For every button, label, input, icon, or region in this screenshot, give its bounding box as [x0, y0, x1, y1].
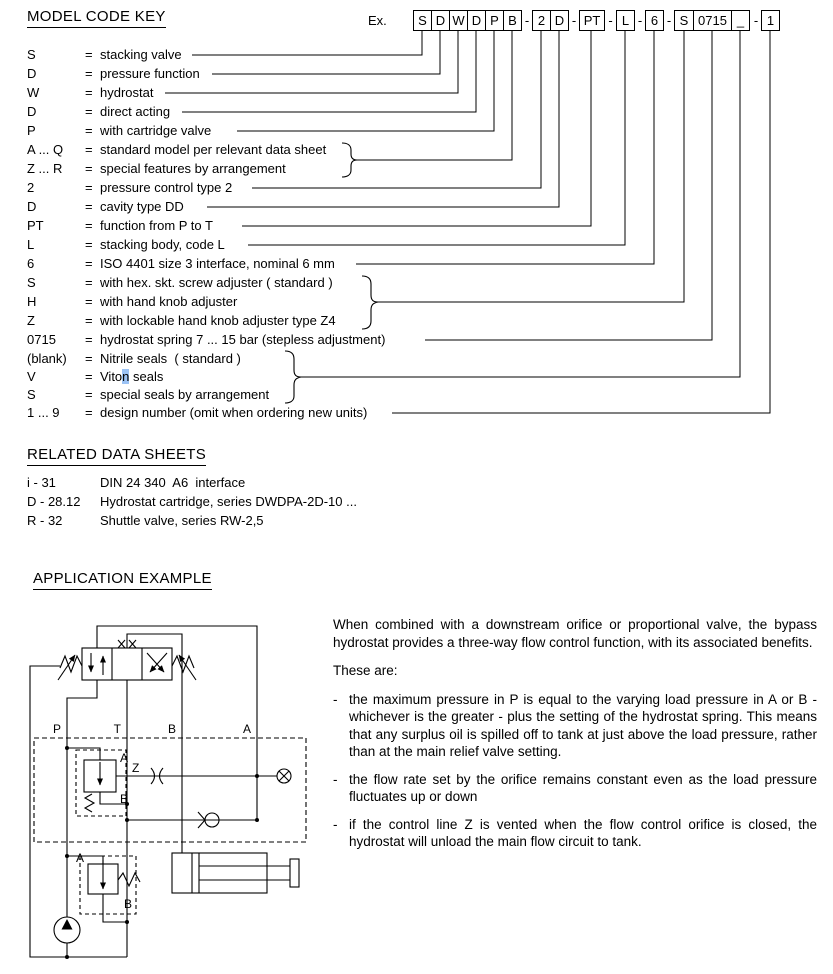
dash-separator: -: [524, 13, 530, 28]
example-label: Ex.: [368, 13, 387, 28]
dash-separator: -: [637, 13, 643, 28]
related-row: [27, 512, 264, 530]
model-code-box: D: [431, 10, 450, 31]
bullet-marker: -: [333, 771, 338, 787]
code: W: [27, 85, 40, 100]
model-code-row: [27, 404, 367, 422]
relief-label-b: B: [124, 897, 133, 911]
bullet-text: if the control line Z is vented when the flow control orifice is closed, the hydrostat will unload the main flow circuit to tank.: [349, 816, 817, 849]
equals-sign: =: [85, 405, 93, 420]
code-description: with hand knob adjuster: [100, 294, 238, 309]
sheet-code: D - 28.12: [27, 494, 81, 509]
model-code-row: [27, 122, 211, 140]
model-code-box: 0715: [693, 10, 732, 31]
drain-frame: [30, 666, 127, 957]
model-code-row: [27, 141, 326, 159]
hydrostat-spring: [85, 794, 94, 812]
model-code-row: [27, 198, 184, 216]
model-code-row: [27, 217, 213, 235]
bullet-text: the flow rate set by the orifice remains constant even as the load pressure fluctuates up or down: [349, 771, 817, 804]
equals-sign: =: [85, 387, 93, 402]
cylinder: [172, 853, 299, 893]
model-code-row: [27, 331, 385, 349]
description-text: seals: [129, 369, 164, 384]
model-code-box: 2: [532, 10, 551, 31]
section-title-application-example: APPLICATION EXAMPLE: [33, 570, 212, 590]
code-description: with lockable hand knob adjuster type Z4: [100, 313, 336, 328]
code-description: pressure control type 2: [100, 180, 233, 195]
model-code-box: S: [413, 10, 432, 31]
sheet-description: DIN 24 340 A6 interface: [100, 475, 246, 490]
hydrostat-label-z: Z: [132, 761, 140, 775]
code-description: hydrostat spring 7 ... 15 bar (stepless adjustment): [100, 332, 386, 347]
related-row: [27, 474, 245, 492]
bullet-item: [333, 816, 817, 851]
model-code-row: [27, 274, 333, 292]
code-description: special seals by arrangement: [100, 387, 270, 402]
code: S: [27, 387, 36, 402]
model-code-row: [27, 160, 286, 178]
sheet-code: i - 31: [27, 475, 56, 490]
code: V: [27, 369, 36, 384]
section-title-model-code-key: MODEL CODE KEY: [27, 8, 166, 28]
bullet-item: [333, 691, 817, 761]
equals-sign: =: [85, 218, 93, 233]
model-code-row: [27, 255, 335, 273]
code-description: direct acting: [100, 104, 171, 119]
code: 6: [27, 256, 35, 271]
code: A ... Q: [27, 142, 64, 157]
port-label-b: B: [167, 722, 176, 736]
sheet-code: R - 32: [27, 513, 63, 528]
model-code-box: B: [503, 10, 522, 31]
model-code-row: [27, 386, 269, 404]
code: PT: [27, 218, 44, 233]
description-text: Vito: [100, 369, 123, 384]
code: D: [27, 199, 37, 214]
model-code-box: P: [485, 10, 504, 31]
model-code-box: D: [550, 10, 569, 31]
code: Z: [27, 313, 35, 328]
spring-left: [60, 656, 82, 672]
model-code-box: D: [467, 10, 486, 31]
equals-sign: =: [85, 199, 93, 214]
dash-separator: -: [571, 13, 577, 28]
relief-label-a: A: [75, 851, 84, 865]
code-description: hydrostat: [100, 85, 154, 100]
dash-separator: -: [666, 13, 672, 28]
model-code-box: W: [449, 10, 468, 31]
code-description: [100, 369, 163, 384]
model-code-row: [27, 179, 232, 197]
model-code-row: [27, 84, 153, 102]
relief-spring: [118, 873, 140, 886]
hydrostat-label-a: A: [120, 751, 129, 765]
equals-sign: =: [85, 161, 93, 176]
sheet-description: Shuttle valve, series RW-2,5: [100, 513, 264, 528]
model-code-row: [27, 350, 241, 368]
equals-sign: =: [85, 256, 93, 271]
code: P: [27, 123, 36, 138]
code-description: standard model per relevant data sheet: [100, 142, 327, 157]
code: D: [27, 104, 37, 119]
port-label-a: A: [242, 722, 251, 736]
code-description: ISO 4401 size 3 interface, nominal 6 mm: [100, 256, 335, 271]
model-code-row: [27, 293, 237, 311]
model-code-box: L: [616, 10, 635, 31]
equals-sign: =: [85, 142, 93, 157]
model-code-row: [27, 312, 336, 330]
control-line-z: [116, 768, 291, 784]
code: Z ... R: [27, 161, 63, 176]
equals-sign: =: [85, 123, 93, 138]
check-valve-line: [127, 812, 257, 828]
code-description: Nitrile seals ( standard ): [100, 351, 241, 366]
bullet-marker: -: [333, 691, 338, 707]
dash-separator: -: [753, 13, 759, 28]
sheet-description: Hydrostat cartridge, series DWDPA-2D-10 ...: [100, 494, 357, 509]
diagram-labels: [53, 722, 251, 911]
port-label-p: P: [52, 722, 61, 736]
grouping-braces: [285, 143, 378, 403]
code: L: [27, 237, 35, 252]
equals-sign: =: [85, 237, 93, 252]
section-title-related-data-sheets: RELATED DATA SHEETS: [27, 446, 206, 466]
hydraulic-circuit-diagram: [22, 610, 327, 962]
bullet-text: the maximum pressure in P is equal to the varying load pressure in A or B - whichever is the greater - plus the setting of the hydrostat spring. This means that any surplus oil is spilled off to tank at just above the load pressure, rather than at the main relief valve setting.: [349, 691, 817, 759]
code-description: cavity type DD: [100, 199, 184, 214]
code-description: design number (omit when ordering new units): [100, 405, 368, 420]
code-description: with cartridge valve: [100, 123, 212, 138]
bullet-marker: -: [333, 816, 338, 832]
text-selection-highlight: n: [122, 369, 130, 384]
equals-sign: =: [85, 313, 93, 328]
hydrostat-label-b: B: [120, 792, 129, 806]
model-code-box: PT: [579, 10, 605, 31]
these-are-line: These are:: [333, 663, 398, 678]
code: 0715: [27, 332, 56, 347]
intro-paragraph: When combined with a downstream orifice or proportional valve, the bypass hydrostat provides a three-way flow control function, with its associated benefits.: [333, 617, 817, 650]
equals-sign: =: [85, 47, 93, 62]
relief-valve: [67, 856, 140, 922]
model-code-row: [27, 46, 182, 64]
stacking-body-outline: [34, 738, 306, 842]
equals-sign: =: [85, 332, 93, 347]
model-code-box: S: [674, 10, 694, 31]
port-label-t: T: [113, 722, 121, 736]
bullet-item: [333, 771, 817, 806]
code: 2: [27, 180, 35, 195]
model-code-row: [27, 236, 225, 254]
code: H: [27, 294, 37, 309]
model-code-row: [27, 368, 163, 386]
equals-sign: =: [85, 66, 93, 81]
application-description: [333, 616, 817, 851]
spring-right: [172, 656, 194, 672]
port-lines: [30, 626, 257, 957]
model-code-row: [27, 65, 200, 83]
equals-sign: =: [85, 104, 93, 119]
code-description: function from P to T: [100, 218, 213, 233]
code-description: with hex. skt. screw adjuster ( standard ): [100, 275, 333, 290]
model-code-box: 1: [761, 10, 780, 31]
equals-sign: =: [85, 294, 93, 309]
code-description: stacking valve: [100, 47, 182, 62]
model-code-box: _: [731, 10, 750, 31]
code-description: special features by arrangement: [100, 161, 286, 176]
code: D: [27, 66, 37, 81]
code: S: [27, 275, 36, 290]
code: 1 ... 9: [27, 405, 60, 420]
equals-sign: =: [85, 180, 93, 195]
dash-separator: -: [608, 13, 613, 28]
pump-triangle: [62, 919, 73, 930]
equals-sign: =: [85, 369, 93, 384]
code: (blank): [27, 351, 67, 366]
model-code-row: [27, 103, 170, 121]
related-row: [27, 493, 357, 511]
equals-sign: =: [85, 85, 93, 100]
code-description: stacking body, code L: [100, 237, 225, 252]
code: S: [27, 47, 36, 62]
equals-sign: =: [85, 275, 93, 290]
equals-sign: =: [85, 351, 93, 366]
hydrostat-valve: [67, 748, 127, 816]
code-description: pressure function: [100, 66, 200, 81]
model-code-box: 6: [645, 10, 664, 31]
